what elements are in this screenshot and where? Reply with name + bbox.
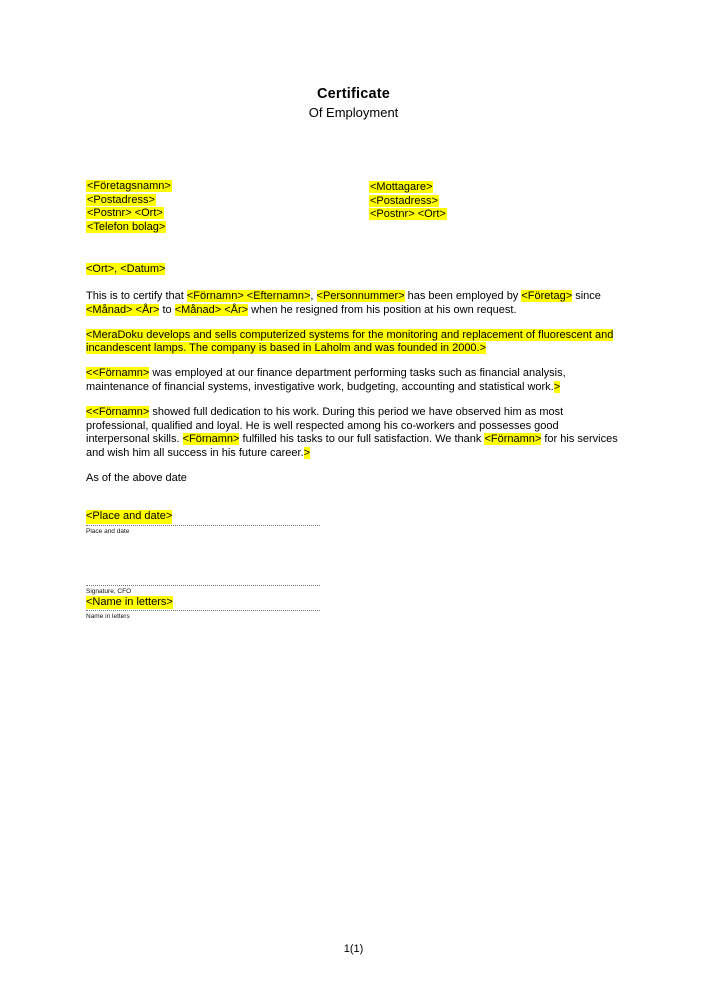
sender-company-name: <Företagsnamn>: [87, 180, 171, 192]
signature-value-text: <Place and date>: [86, 510, 173, 522]
sender-address-line: [86, 221, 172, 235]
text-segment: <Månad> <År>: [86, 303, 160, 316]
text-segment: <MeraDoku develops and sells computerized systems for the monitoring and replacement of fluorescent and incandescent lamps. The company is based in Laholm and was founded in 2000.>: [86, 328, 614, 355]
text-segment: As of the above date: [86, 471, 187, 484]
recipient-address-line: [369, 195, 447, 209]
signature-value[interactable]: [86, 570, 386, 584]
text-segment: <Företag>: [521, 290, 573, 302]
signature-rule: [86, 525, 320, 526]
sender-address-line: [86, 180, 172, 194]
text-segment: to: [159, 303, 175, 316]
place-date-value: <Ort>, <Datum>: [86, 263, 166, 275]
paragraph-certify: [86, 290, 619, 318]
recipient-address-line: [369, 181, 447, 195]
text-segment: This is to certify that: [86, 290, 187, 302]
signature-field: [86, 510, 386, 536]
text-segment: has been employed by: [404, 290, 522, 302]
signature-rule: [86, 585, 320, 586]
paragraph-as-of-date: [86, 472, 619, 486]
place-date-line: [86, 263, 165, 277]
text-segment: showed full dedication to his work. During this period we have observed him as most professional, qualified and loyal. He is well respected among his co-workers and possesses good interpersonal skills.: [86, 405, 564, 446]
text-segment: was employed at our finance department performing tasks such as financial analysis, maintenance of financial systems, investigative work, budgeting, accounting and statistical work.: [86, 367, 566, 393]
text-segment: ,: [310, 290, 317, 302]
page-title: Certificate: [316, 86, 391, 102]
title-block: [0, 86, 707, 121]
text-segment: since: [572, 290, 601, 302]
sender-phone: <Telefon bolag>: [87, 220, 166, 233]
recipient-postal-city: <Postnr> <Ort>: [370, 208, 446, 221]
paragraph-company-description: [86, 329, 619, 357]
text-segment: <Månad> <År>: [174, 303, 249, 316]
sender-address-block: [86, 180, 172, 234]
text-segment: <<Förnamn>: [86, 367, 150, 380]
text-segment: >: [553, 380, 561, 393]
sender-postal-city: <Postnr> <Ort>: [87, 207, 163, 220]
sender-address-line: [86, 207, 172, 221]
signature-spacer: [86, 536, 386, 570]
sender-street: <Postadress>: [87, 193, 155, 206]
signature-caption: Name in letters: [86, 613, 130, 621]
signature-value[interactable]: [86, 510, 386, 524]
body-text: [86, 290, 619, 486]
text-segment: <Förnamn>: [182, 433, 240, 446]
paragraph-recommendation: [86, 406, 619, 461]
page-footer: 1(1): [343, 943, 364, 955]
signature-field: [86, 596, 386, 622]
recipient-name: <Mottagare>: [370, 181, 433, 193]
text-segment: <Förnamn>: [484, 433, 542, 446]
signature-rule: [86, 610, 320, 611]
signature-field: [86, 570, 386, 596]
signature-area: [86, 510, 386, 621]
paragraph-role-description: [86, 367, 619, 395]
text-segment: when he resigned from his position at his own request.: [248, 303, 517, 316]
signature-caption: Signature, CFO: [86, 587, 132, 595]
recipient-address-line: [369, 208, 447, 222]
sender-address-line: [86, 194, 172, 208]
text-segment: <Personnummer>: [316, 290, 405, 302]
text-segment: fulfilled his tasks to our full satisfaction. We thank: [239, 433, 485, 446]
signature-caption: Place and date: [86, 527, 130, 535]
text-segment: <Förnamn> <Efternamn>: [186, 290, 311, 302]
signature-value-text: <Name in letters>: [86, 595, 173, 608]
recipient-address-block: [369, 181, 447, 222]
recipient-street: <Postadress>: [370, 194, 438, 207]
text-segment: >: [303, 447, 311, 460]
signature-value[interactable]: [86, 596, 386, 610]
text-segment: for his services and wish him all success in his future career.: [86, 433, 618, 460]
page-subtitle: Of Employment: [308, 105, 399, 120]
text-segment: <<Förnamn>: [86, 405, 150, 418]
